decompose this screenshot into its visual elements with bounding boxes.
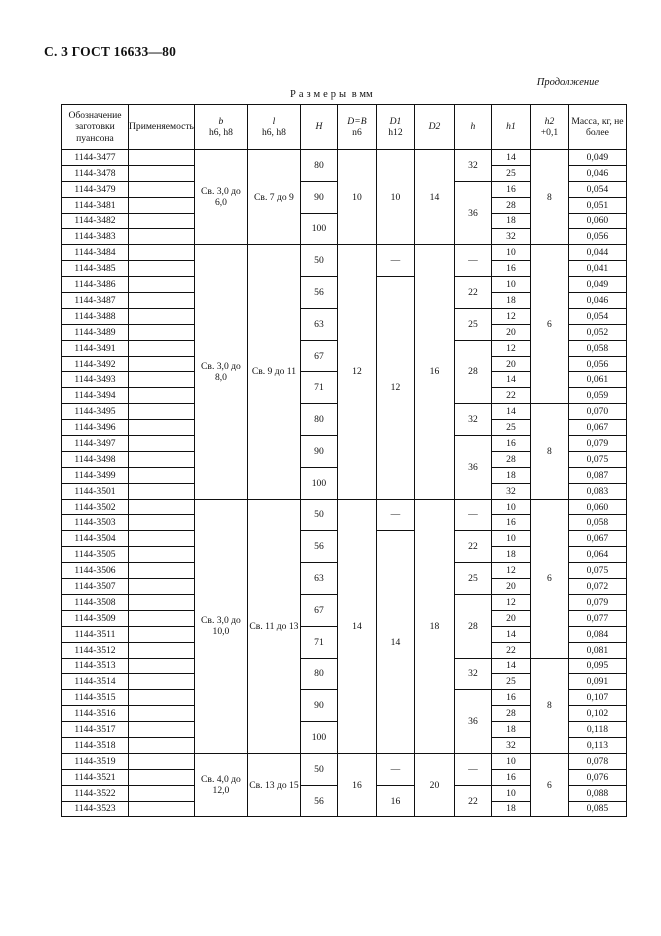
designation-cell: 1144-3488 (62, 308, 129, 324)
mass-cell: 0,064 (568, 547, 626, 563)
applicability-cell (129, 690, 195, 706)
mass-cell: 0,118 (568, 722, 626, 738)
H-cell: 67 (300, 340, 337, 372)
mass-cell: 0,067 (568, 420, 626, 436)
mass-cell: 0,076 (568, 769, 626, 785)
b-range-cell: Св. 4,0 до 12,0 (194, 753, 247, 817)
h1-cell: 20 (491, 610, 530, 626)
DB-cell: 12 (337, 245, 376, 499)
h1-cell: 32 (491, 737, 530, 753)
mass-cell: 0,113 (568, 737, 626, 753)
h1-cell: 20 (491, 579, 530, 595)
D1-cell: — (376, 753, 414, 785)
h-cell: 28 (454, 340, 491, 404)
h2-cell: 8 (530, 404, 568, 499)
designation-cell: 1144-3495 (62, 404, 129, 420)
h1-cell: 18 (491, 722, 530, 738)
col-DB-tolerance: n6 (352, 127, 362, 138)
applicability-cell (129, 610, 195, 626)
mass-cell: 0,044 (568, 245, 626, 261)
applicability-cell (129, 658, 195, 674)
mass-cell: 0,067 (568, 531, 626, 547)
col-h2-tolerance: +0,1 (540, 127, 559, 138)
mass-cell: 0,059 (568, 388, 626, 404)
col-h1-symbol: h1 (506, 121, 516, 133)
designation-cell: 1144-3516 (62, 706, 129, 722)
DB-cell: 16 (337, 753, 376, 817)
designation-cell: 1144-3493 (62, 372, 129, 388)
applicability-cell (129, 261, 195, 277)
h1-cell: 18 (491, 547, 530, 563)
mass-cell: 0,077 (568, 610, 626, 626)
col-applicability: Применяемость (129, 105, 195, 150)
mass-cell: 0,041 (568, 261, 626, 277)
D1-cell: 10 (376, 150, 414, 245)
mass-cell: 0,054 (568, 308, 626, 324)
designation-cell: 1144-3513 (62, 658, 129, 674)
applicability-cell (129, 308, 195, 324)
h1-cell: 16 (491, 769, 530, 785)
h1-cell: 25 (491, 165, 530, 181)
applicability-cell (129, 753, 195, 769)
h2-cell: 6 (530, 753, 568, 817)
col-D2-symbol: D2 (428, 121, 441, 133)
designation-cell: 1144-3517 (62, 722, 129, 738)
h2-cell: 6 (530, 245, 568, 404)
h2-cell: 6 (530, 499, 568, 658)
applicability-cell (129, 737, 195, 753)
mass-cell: 0,049 (568, 277, 626, 293)
H-cell: 56 (300, 785, 337, 817)
table-row (62, 150, 627, 166)
designation-cell: 1144-3514 (62, 674, 129, 690)
col-D2 (414, 105, 454, 150)
designation-cell: 1144-3506 (62, 563, 129, 579)
h1-cell: 32 (491, 229, 530, 245)
h1-cell: 12 (491, 308, 530, 324)
h1-cell: 16 (491, 181, 530, 197)
col-H-symbol: H (315, 121, 323, 133)
col-D1-symbol: D1 (389, 115, 402, 127)
mass-cell: 0,107 (568, 690, 626, 706)
col-h (454, 105, 491, 150)
h1-cell: 10 (491, 785, 530, 801)
designation-cell: 1144-3512 (62, 642, 129, 658)
designation-cell: 1144-3487 (62, 293, 129, 309)
D2-cell: 14 (414, 150, 454, 245)
H-cell: 90 (300, 690, 337, 722)
designation-cell: 1144-3503 (62, 515, 129, 531)
applicability-cell (129, 706, 195, 722)
h1-cell: 10 (491, 499, 530, 515)
applicability-cell (129, 436, 195, 452)
H-cell: 80 (300, 658, 337, 690)
designation-cell: 1144-3499 (62, 467, 129, 483)
H-cell: 50 (300, 753, 337, 785)
col-designation: Обозначение заготовки пуансона (62, 105, 129, 150)
mass-cell: 0,072 (568, 579, 626, 595)
col-h2 (530, 105, 568, 150)
dimensions-caption (290, 89, 373, 100)
H-cell: 100 (300, 467, 337, 499)
table-row (62, 753, 627, 769)
mass-cell: 0,070 (568, 404, 626, 420)
H-cell: 90 (300, 436, 337, 468)
h1-cell: 10 (491, 277, 530, 293)
D2-cell: 20 (414, 753, 454, 817)
col-DB-symbol: D=B (347, 115, 367, 127)
h-cell: 36 (454, 181, 491, 245)
h-cell: 28 (454, 594, 491, 658)
h1-cell: 20 (491, 324, 530, 340)
mass-cell: 0,091 (568, 674, 626, 690)
applicability-cell (129, 181, 195, 197)
table-row (62, 499, 627, 515)
h1-cell: 14 (491, 626, 530, 642)
designation-cell: 1144-3502 (62, 499, 129, 515)
applicability-cell (129, 197, 195, 213)
applicability-cell (129, 563, 195, 579)
applicability-cell (129, 229, 195, 245)
b-range-cell: Св. 3,0 до 6,0 (194, 150, 247, 245)
mass-cell: 0,075 (568, 563, 626, 579)
mass-cell: 0,060 (568, 499, 626, 515)
applicability-cell (129, 165, 195, 181)
col-b-tolerance: h6, h8 (208, 127, 233, 138)
mass-cell: 0,083 (568, 483, 626, 499)
designation-cell: 1144-3494 (62, 388, 129, 404)
designation-cell: 1144-3482 (62, 213, 129, 229)
designation-cell: 1144-3486 (62, 277, 129, 293)
mass-cell: 0,084 (568, 626, 626, 642)
designation-cell: 1144-3521 (62, 769, 129, 785)
h-cell: — (454, 499, 491, 531)
designation-cell: 1144-3515 (62, 690, 129, 706)
designation-cell: 1144-3496 (62, 420, 129, 436)
designation-cell: 1144-3504 (62, 531, 129, 547)
mass-cell: 0,054 (568, 181, 626, 197)
applicability-cell (129, 626, 195, 642)
h-cell: 22 (454, 531, 491, 563)
designation-cell: 1144-3508 (62, 594, 129, 610)
applicability-cell (129, 594, 195, 610)
applicability-cell (129, 150, 195, 166)
applicability-cell (129, 531, 195, 547)
h1-cell: 22 (491, 642, 530, 658)
h1-cell: 18 (491, 467, 530, 483)
designation-cell: 1144-3479 (62, 181, 129, 197)
designation-cell: 1144-3477 (62, 150, 129, 166)
col-h-symbol: h (470, 121, 476, 133)
page-header: С. 3 ГОСТ 16633—80 (44, 44, 177, 59)
h1-cell: 14 (491, 372, 530, 388)
h1-cell: 16 (491, 436, 530, 452)
applicability-cell (129, 483, 195, 499)
h1-cell: 12 (491, 594, 530, 610)
D1-cell: 12 (376, 277, 414, 499)
dimensions-caption-unit: в мм (351, 89, 373, 100)
col-H (300, 105, 337, 150)
applicability-cell (129, 388, 195, 404)
mass-cell: 0,058 (568, 515, 626, 531)
table-row (62, 245, 627, 261)
h-cell: 22 (454, 277, 491, 309)
spec-table-body (62, 150, 627, 817)
designation-cell: 1144-3498 (62, 451, 129, 467)
applicability-cell (129, 769, 195, 785)
h1-cell: 28 (491, 197, 530, 213)
H-cell: 100 (300, 213, 337, 245)
col-l-tolerance: h6, h8 (261, 127, 286, 138)
designation-cell: 1144-3523 (62, 801, 129, 817)
applicability-cell (129, 579, 195, 595)
designation-cell: 1144-3484 (62, 245, 129, 261)
col-l (247, 105, 300, 150)
h-cell: — (454, 753, 491, 785)
designation-cell: 1144-3485 (62, 261, 129, 277)
D1-cell: 16 (376, 785, 414, 817)
h1-cell: 10 (491, 245, 530, 261)
D2-cell: 16 (414, 245, 454, 499)
spec-table (61, 104, 627, 817)
header-row (62, 105, 627, 150)
H-cell: 50 (300, 245, 337, 277)
applicability-cell (129, 547, 195, 563)
h1-cell: 18 (491, 213, 530, 229)
h1-cell: 14 (491, 404, 530, 420)
designation-cell: 1144-3522 (62, 785, 129, 801)
mass-cell: 0,056 (568, 356, 626, 372)
D1-cell: — (376, 245, 414, 277)
mass-cell: 0,052 (568, 324, 626, 340)
col-h1 (491, 105, 530, 150)
mass-cell: 0,058 (568, 340, 626, 356)
mass-cell: 0,046 (568, 293, 626, 309)
mass-cell: 0,102 (568, 706, 626, 722)
applicability-cell (129, 499, 195, 515)
h1-cell: 10 (491, 753, 530, 769)
applicability-cell (129, 277, 195, 293)
h1-cell: 18 (491, 293, 530, 309)
col-D1-tolerance: h12 (388, 127, 403, 138)
h2-cell: 8 (530, 658, 568, 753)
designation-cell: 1144-3489 (62, 324, 129, 340)
mass-cell: 0,078 (568, 753, 626, 769)
designation-cell: 1144-3518 (62, 737, 129, 753)
col-D1 (376, 105, 414, 150)
mass-cell: 0,075 (568, 451, 626, 467)
applicability-cell (129, 340, 195, 356)
DB-cell: 14 (337, 499, 376, 753)
h-cell: 32 (454, 404, 491, 436)
H-cell: 71 (300, 372, 337, 404)
H-cell: 50 (300, 499, 337, 531)
h-cell: 36 (454, 690, 491, 754)
applicability-cell (129, 293, 195, 309)
continuation-label: Продолжение (536, 77, 599, 88)
h1-cell: 18 (491, 801, 530, 817)
designation-cell: 1144-3492 (62, 356, 129, 372)
mass-cell: 0,060 (568, 213, 626, 229)
b-range-cell: Св. 3,0 до 8,0 (194, 245, 247, 499)
h-cell: 36 (454, 436, 491, 500)
applicability-cell (129, 722, 195, 738)
h1-cell: 22 (491, 388, 530, 404)
applicability-cell (129, 324, 195, 340)
h1-cell: 28 (491, 451, 530, 467)
h1-cell: 16 (491, 515, 530, 531)
h1-cell: 14 (491, 658, 530, 674)
designation-cell: 1144-3483 (62, 229, 129, 245)
h-cell: 22 (454, 785, 491, 817)
H-cell: 63 (300, 563, 337, 595)
l-range-cell: Св. 13 до 15 (247, 753, 300, 817)
H-cell: 80 (300, 404, 337, 436)
applicability-cell (129, 642, 195, 658)
designation-cell: 1144-3478 (62, 165, 129, 181)
col-l-symbol: l (272, 115, 276, 127)
DB-cell: 10 (337, 150, 376, 245)
mass-cell: 0,095 (568, 658, 626, 674)
h1-cell: 25 (491, 674, 530, 690)
l-range-cell: Св. 9 до 11 (247, 245, 300, 499)
dimensions-caption-word: Размеры (290, 89, 350, 100)
applicability-cell (129, 801, 195, 817)
h2-cell: 8 (530, 150, 568, 245)
H-cell: 90 (300, 181, 337, 213)
applicability-cell (129, 245, 195, 261)
mass-cell: 0,049 (568, 150, 626, 166)
D2-cell: 18 (414, 499, 454, 753)
mass-cell: 0,061 (568, 372, 626, 388)
h1-cell: 16 (491, 261, 530, 277)
h-cell: — (454, 245, 491, 277)
mass-cell: 0,085 (568, 801, 626, 817)
applicability-cell (129, 213, 195, 229)
applicability-cell (129, 404, 195, 420)
h-cell: 32 (454, 658, 491, 690)
h1-cell: 20 (491, 356, 530, 372)
D1-cell: — (376, 499, 414, 531)
l-range-cell: Св. 11 до 13 (247, 499, 300, 753)
H-cell: 80 (300, 150, 337, 182)
l-range-cell: Св. 7 до 9 (247, 150, 300, 245)
designation-cell: 1144-3497 (62, 436, 129, 452)
h1-cell: 12 (491, 340, 530, 356)
col-DB (337, 105, 376, 150)
D1-cell: 14 (376, 531, 414, 753)
applicability-cell (129, 467, 195, 483)
designation-cell: 1144-3511 (62, 626, 129, 642)
H-cell: 63 (300, 308, 337, 340)
h1-cell: 14 (491, 150, 530, 166)
mass-cell: 0,046 (568, 165, 626, 181)
b-range-cell: Св. 3,0 до 10,0 (194, 499, 247, 753)
designation-cell: 1144-3509 (62, 610, 129, 626)
h1-cell: 32 (491, 483, 530, 499)
h1-cell: 16 (491, 690, 530, 706)
H-cell: 67 (300, 594, 337, 626)
h1-cell: 28 (491, 706, 530, 722)
designation-cell: 1144-3505 (62, 547, 129, 563)
designation-cell: 1144-3501 (62, 483, 129, 499)
col-b-symbol: b (218, 115, 224, 127)
applicability-cell (129, 674, 195, 690)
h-cell: 25 (454, 563, 491, 595)
h1-cell: 25 (491, 420, 530, 436)
mass-cell: 0,087 (568, 467, 626, 483)
h-cell: 32 (454, 150, 491, 182)
col-b (194, 105, 247, 150)
mass-cell: 0,079 (568, 436, 626, 452)
mass-cell: 0,081 (568, 642, 626, 658)
applicability-cell (129, 372, 195, 388)
H-cell: 71 (300, 626, 337, 658)
H-cell: 100 (300, 722, 337, 754)
designation-cell: 1144-3507 (62, 579, 129, 595)
mass-cell: 0,079 (568, 594, 626, 610)
H-cell: 56 (300, 531, 337, 563)
applicability-cell (129, 356, 195, 372)
applicability-cell (129, 451, 195, 467)
h1-cell: 12 (491, 563, 530, 579)
designation-cell: 1144-3481 (62, 197, 129, 213)
h-cell: 25 (454, 308, 491, 340)
applicability-cell (129, 420, 195, 436)
mass-cell: 0,051 (568, 197, 626, 213)
h1-cell: 10 (491, 531, 530, 547)
H-cell: 56 (300, 277, 337, 309)
mass-cell: 0,088 (568, 785, 626, 801)
col-h2-symbol: h2 (544, 115, 555, 127)
mass-cell: 0,056 (568, 229, 626, 245)
col-mass: Масса, кг, не более (568, 105, 626, 150)
designation-cell: 1144-3491 (62, 340, 129, 356)
designation-cell: 1144-3519 (62, 753, 129, 769)
applicability-cell (129, 515, 195, 531)
applicability-cell (129, 785, 195, 801)
